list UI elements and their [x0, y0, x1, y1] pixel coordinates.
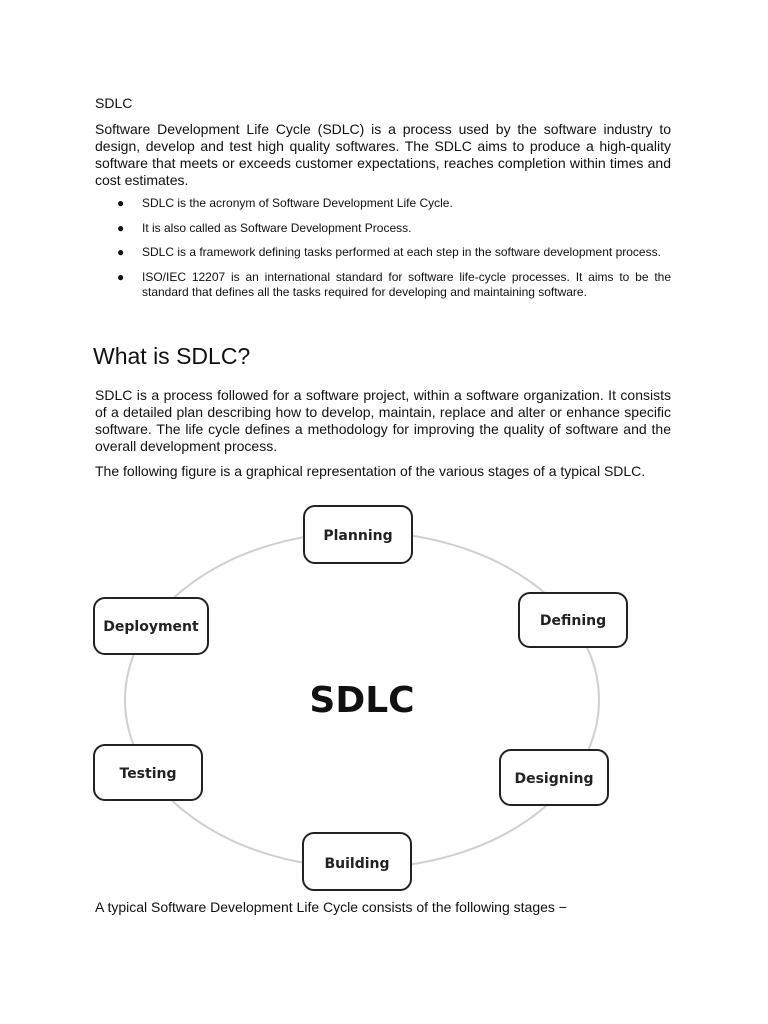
stage-testing-label: Testing: [119, 766, 177, 782]
intro-paragraph: Software Development Life Cycle (SDLC) is a process used by the software industry to design, develop and test high quality softwares. The SDLC aims to produce a high-quality software that meets or exceeds customer expectations, reaches completion within times and cost estimates.: [95, 121, 671, 188]
bullet-dot-icon: ●: [117, 220, 125, 235]
bullet-dot-icon: ●: [117, 245, 125, 259]
stage-defining-label: Defining: [539, 613, 607, 629]
bullet-text: SDLC is the acronym of Software Development Life Cycle.: [142, 196, 453, 210]
stage-designing-label: Designing: [514, 771, 594, 787]
bullet-text: ISO/IEC 12207 is an international standard for software life-cycle processes. It aims to be the standard that defines all the tasks required for developing and maintaining software.: [142, 269, 671, 299]
doc-label-sdlc: SDLC: [95, 95, 133, 111]
stage-planning-label: Planning: [323, 528, 393, 544]
figure-intro-paragraph: The following figure is a graphical representation of the various stages of a typical SDLC.: [95, 463, 646, 479]
bullet-text: It is also called as Software Development Process.: [142, 220, 412, 235]
bullet-dot-icon: ●: [117, 196, 125, 210]
sdlc-definition-paragraph: SDLC is a process followed for a software project, within a software organization. It consists of a detailed plan describing how to develop, maintain, replace and alter or enhance specific software. The life cycle defines a methodology for improving the quality of software and the overall development process.: [95, 387, 671, 454]
stage-testing: [94, 745, 202, 800]
stage-building: [303, 833, 411, 890]
bullet-dot-icon: ●: [117, 269, 125, 284]
stage-planning: [304, 506, 412, 563]
stage-building-label: Building: [324, 856, 390, 872]
bullet-text: SDLC is a framework defining tasks performed at each step in the software development process.: [142, 245, 661, 259]
stage-deployment: [94, 598, 208, 654]
stages-intro-text: A typical Software Development Life Cycle consists of the following stages −: [95, 899, 567, 915]
stage-designing: [500, 750, 608, 805]
stage-deployment-label: Deployment: [103, 619, 199, 635]
stage-defining: [519, 593, 627, 647]
diagram-center-label: SDLC: [309, 680, 415, 721]
section-title: What is SDLC?: [93, 343, 251, 369]
